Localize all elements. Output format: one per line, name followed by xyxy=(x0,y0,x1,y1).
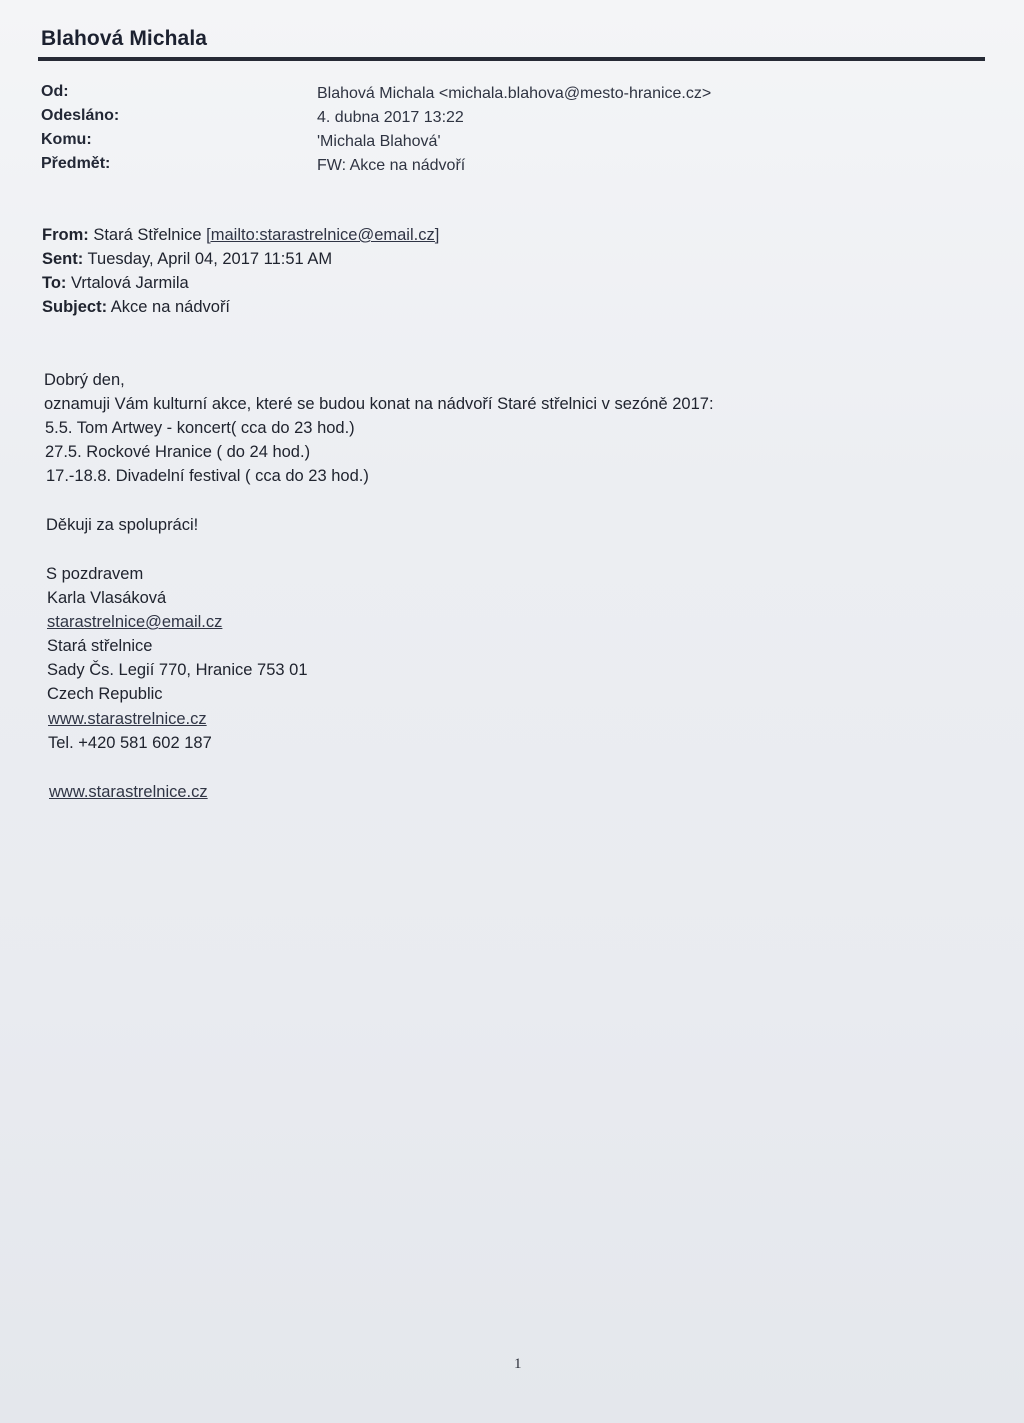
forwarded-subject-label: Subject: xyxy=(42,298,108,316)
forwarded-sent-line xyxy=(42,250,332,269)
event-item: 27.5. Rockové Hranice ( do 24 hod.) xyxy=(45,443,311,461)
forwarded-sent-value: Tuesday, April 04, 2017 11:51 AM xyxy=(87,250,333,268)
sender-name: Blahová Michala xyxy=(41,27,208,50)
signature-closing: S pozdravem xyxy=(46,565,144,583)
forwarded-to-line xyxy=(42,274,189,293)
body-thanks: Děkuji za spolupráci! xyxy=(46,516,199,534)
forwarded-to-value: Vrtalová Jarmila xyxy=(71,274,189,292)
page-number: 1 xyxy=(514,1356,522,1372)
forwarded-from-line xyxy=(42,226,439,245)
header-label-from: Od: xyxy=(41,83,69,100)
forwarded-from-mailto-link[interactable]: [mailto:starastrelnice@email.cz] xyxy=(206,226,440,244)
signature-phone: Tel. +420 581 602 187 xyxy=(48,734,212,752)
signature-website-link[interactable]: www.starastrelnice.cz xyxy=(48,710,207,728)
header-value-sent: 4. dubna 2017 13:22 xyxy=(317,109,464,126)
signature-country: Czech Republic xyxy=(47,685,163,703)
signature-organization: Stará střelnice xyxy=(47,637,153,655)
event-item: 5.5. Tom Artwey - koncert( cca do 23 hod.) xyxy=(45,419,355,437)
forwarded-from-label: From: xyxy=(42,226,89,244)
signature-address: Sady Čs. Legií 770, Hranice 753 01 xyxy=(47,661,308,679)
forwarded-sent-label: Sent: xyxy=(42,250,84,268)
body-intro: oznamuji Vám kulturní akce, které se budou konat na nádvoří Staré střelnici v sezóně 2017: xyxy=(44,395,714,413)
signature-email-link[interactable]: starastrelnice@email.cz xyxy=(47,613,223,631)
event-item: 17.-18.8. Divadelní festival ( cca do 23 hod.) xyxy=(46,467,369,485)
header-value-subject: FW: Akce na nádvoří xyxy=(317,157,466,174)
header-label-to: Komu: xyxy=(41,131,92,148)
header-value-from: Blahová Michala <michala.blahova@mesto-hranice.cz> xyxy=(317,85,712,102)
forwarded-to-label: To: xyxy=(42,274,67,292)
header-label-sent: Odesláno: xyxy=(41,107,120,124)
footer-website-link[interactable]: www.starastrelnice.cz xyxy=(49,783,208,801)
forwarded-from-value: Stará Střelnice xyxy=(93,226,207,244)
header-divider xyxy=(38,57,985,61)
header-value-to: 'Michala Blahová' xyxy=(317,133,441,150)
signature-name: Karla Vlasáková xyxy=(47,589,167,607)
body-greeting: Dobrý den, xyxy=(44,371,125,389)
forwarded-subject-value: Akce na nádvoří xyxy=(110,298,231,316)
header-label-subject: Předmět: xyxy=(41,155,111,172)
forwarded-subject-line xyxy=(42,298,230,317)
